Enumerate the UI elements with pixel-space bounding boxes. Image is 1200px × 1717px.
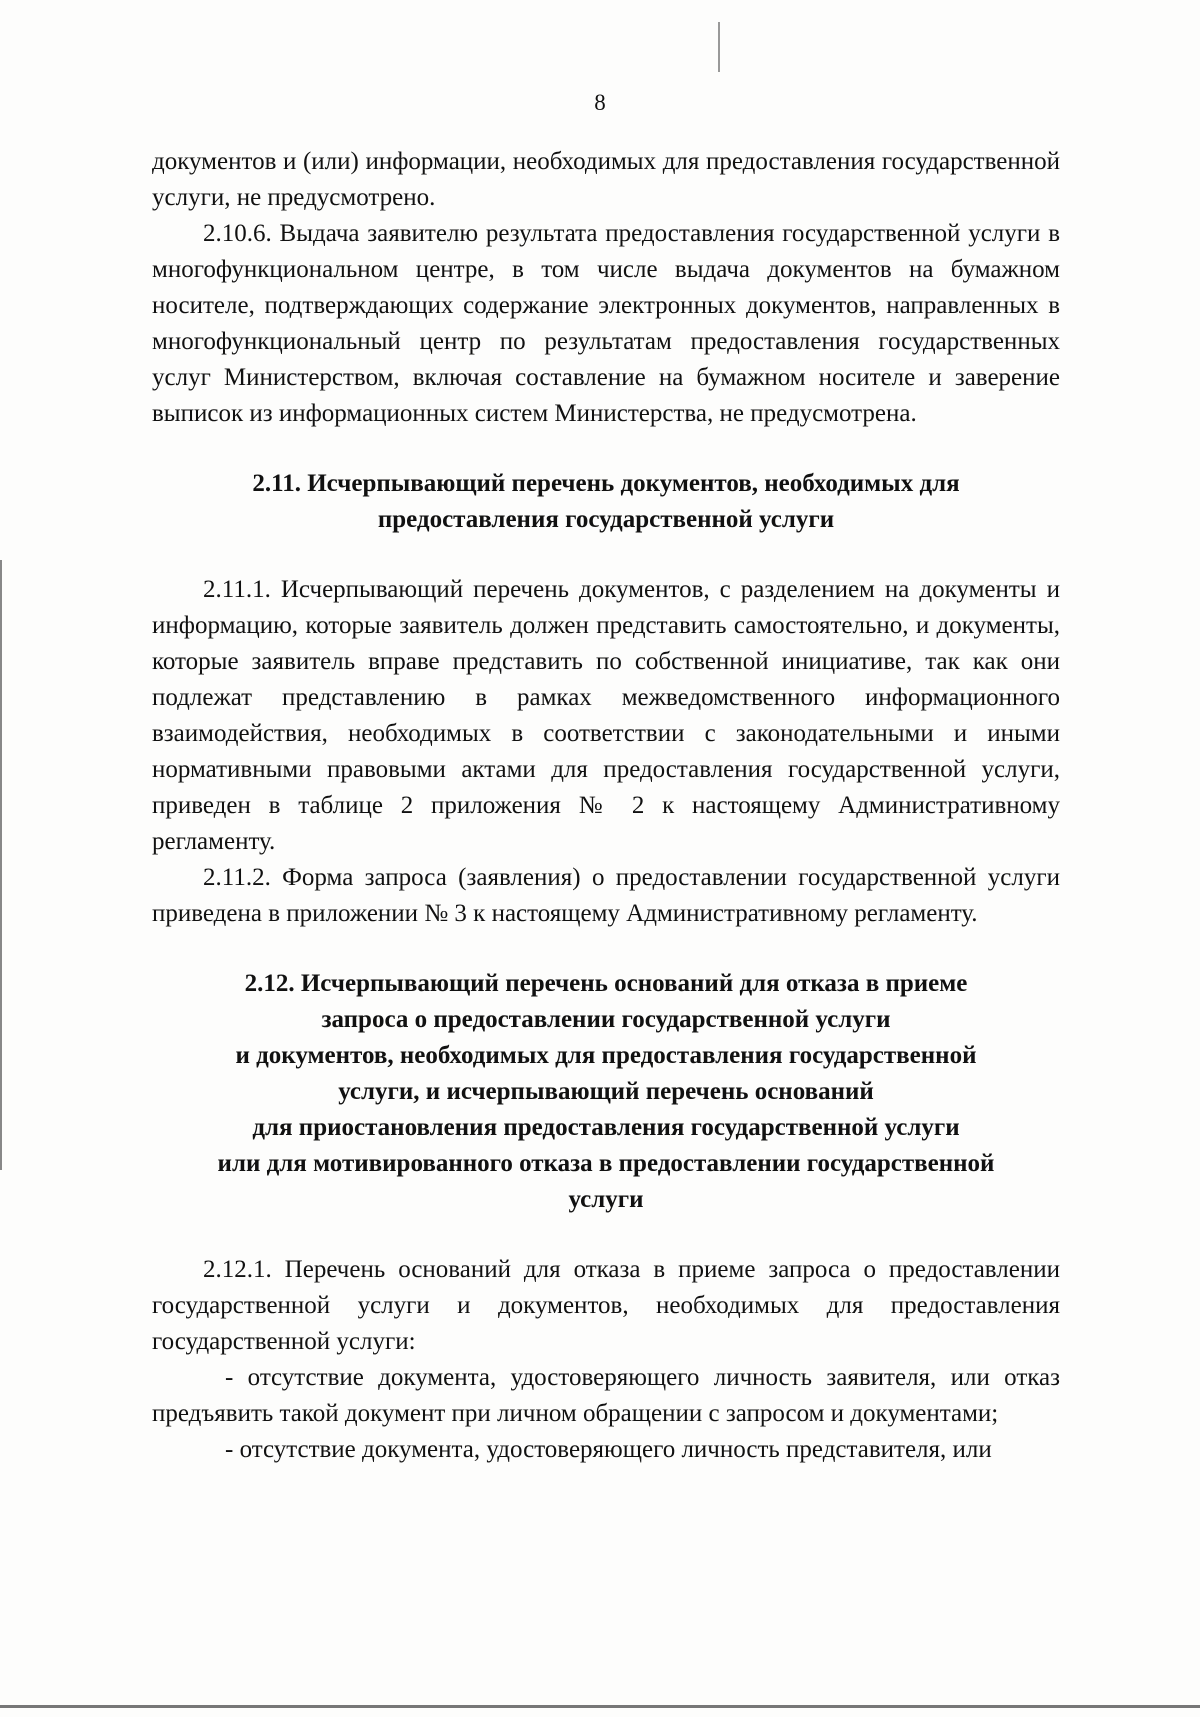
scan-artifact-left-edge (0, 560, 2, 1170)
heading-line: или для мотивированного отказа в предоставлении государственной (217, 1150, 995, 1177)
heading-line: услуги (568, 1186, 644, 1213)
heading-line: 2.11. Исчерпывающий перечень документов, необходимых для (252, 470, 960, 497)
paragraph-continuation: документов и (или) информации, необходимых для предоставления государственной услуги, не предусмотрено. (152, 148, 1060, 211)
page-number: 8 (594, 90, 606, 115)
heading-line: для приостановления предоставления государственной услуги (252, 1114, 960, 1141)
heading-line: предоставления государственной услуги (377, 506, 835, 533)
scan-artifact-top-mark (718, 22, 720, 72)
list-item-refusal-representative: - отсутствие документа, удостоверяющего личность представителя, или (225, 1436, 992, 1463)
heading-line: и документов, необходимых для предоставления государственной (235, 1042, 977, 1069)
heading-line: запроса о предоставлении государственной услуги (321, 1006, 891, 1033)
paragraph-2-10-6: 2.10.6. Выдача заявителю результата предоставления государственной услуги в многофункциональном центре, в том числе выдача документов на бумажном носителе, подтверждающих содержание электронных документов, направленных в многофункциональный центр по результатам предоставления государственных услуг Министерством, включая составление на бумажном носителе и заверение выписок из информационных систем Министерства, не предусмотрена. (152, 220, 1060, 427)
list-item-refusal-applicant: - отсутствие документа, удостоверяющего личность заявителя, или отказ предъявить такой документ при личном обращении с запросом и документами; (152, 1364, 1060, 1427)
paragraph-2-11-1: 2.11.1. Исчерпывающий перечень документов, с разделением на документы и информацию, которые заявитель должен представить самостоятельно, и документы, которые заявитель вправе представить по собственной инициативе, так как они подлежат представлению в рамках межведомственного информационного взаимодействия, необходимых в соответствии с законодательными и иными нормативными правовыми актами для предоставления государственной услуги, приведен в таблице 2 приложения № 2 к настоящему Административному регламенту. (152, 576, 1060, 855)
heading-line: услуги, и исчерпывающий перечень оснований (338, 1078, 874, 1105)
paragraph-2-11-2: 2.11.2. Форма запроса (заявления) о предоставлении государственной услуги приведена в приложении № 3 к настоящему Административному регламенту. (152, 864, 1060, 927)
paragraph-2-12-1: 2.12.1. Перечень оснований для отказа в приеме запроса о предоставлении государственной услуги и документов, необходимых для предоставления государственной услуги: (152, 1256, 1060, 1355)
scan-artifact-bottom-edge (0, 1705, 1200, 1708)
section-heading-2-11 (152, 466, 1060, 538)
document-body (152, 144, 1060, 1468)
section-heading-2-12 (152, 966, 1060, 1218)
heading-line: 2.12. Исчерпывающий перечень оснований для отказа в приеме (244, 970, 968, 997)
